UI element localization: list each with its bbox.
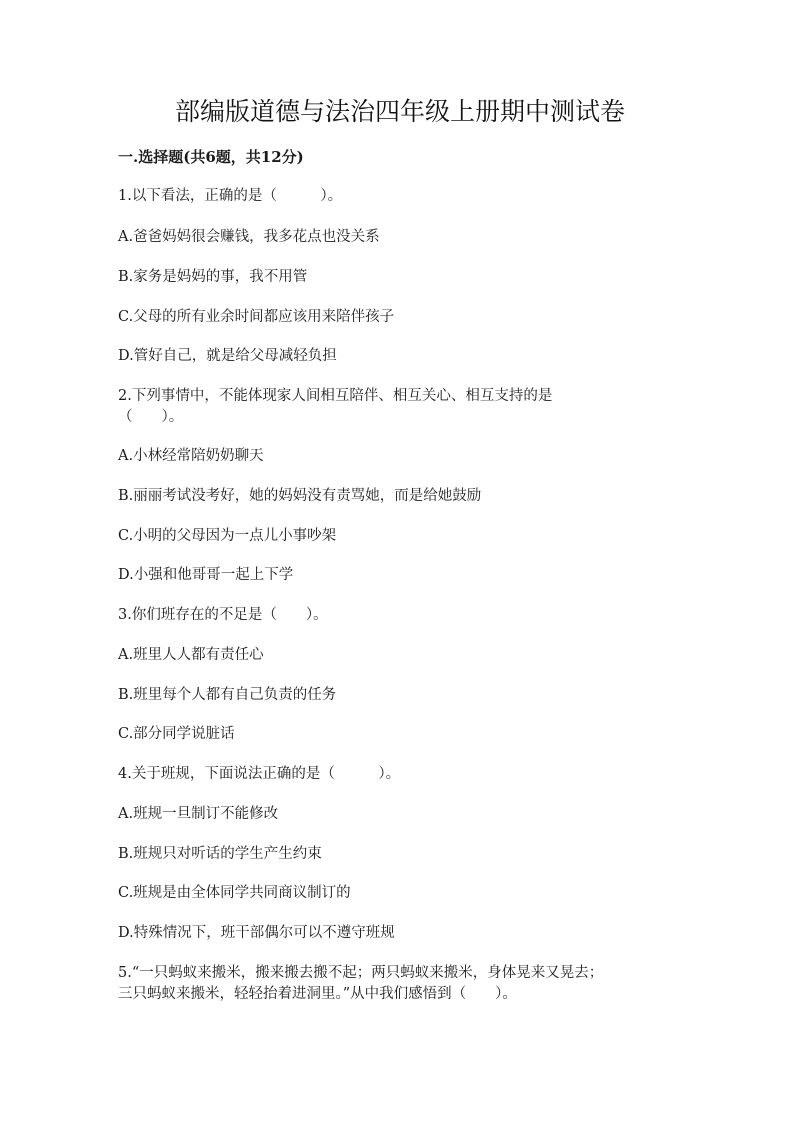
question-4-option-b: B.班规只对听话的学生产生约束 bbox=[118, 846, 322, 862]
question-2-stem-line2: （ ）。 bbox=[118, 409, 184, 425]
question-1-option-d: D.管好自己，就是给父母减轻负担 bbox=[118, 348, 337, 364]
question-3-stem: 3.你们班存在的不足是（ ）。 bbox=[118, 607, 328, 623]
question-2-option-d: D.小强和他哥哥一起上下学 bbox=[118, 567, 294, 583]
question-4-option-c: C.班规是由全体同学共同商议制订的 bbox=[118, 885, 351, 901]
section-heading: 一.选择题(共6题，共12分) bbox=[118, 148, 304, 166]
page-title: 部编版道德与法治四年级上册期中测试卷 bbox=[174, 97, 625, 126]
question-2-option-c: C.小明的父母因为一点儿小事吵架 bbox=[118, 528, 337, 544]
question-5-stem-line1: 5.“一只蚂蚁来搬米，搬来搬去搬不起；两只蚂蚁来搬米，身体晃来又晃去； bbox=[118, 965, 604, 981]
question-5-stem-line2: 三只蚂蚁来搬米，轻轻抬着进洞里。”从中我们感悟到（ ）。 bbox=[118, 986, 517, 1002]
question-1-option-b: B.家务是妈妈的事，我不用管 bbox=[118, 269, 308, 285]
question-4-stem: 4.关于班规，下面说法正确的是（ ）。 bbox=[118, 766, 401, 782]
question-3-option-c: C.部分同学说脏话 bbox=[118, 726, 235, 742]
question-4-option-a: A.班规一旦制订不能修改 bbox=[118, 806, 279, 822]
question-2-option-a: A.小林经常陪奶奶聊天 bbox=[118, 448, 264, 464]
question-1-stem: 1.以下看法，正确的是（ ）。 bbox=[118, 188, 343, 204]
question-2-option-b: B.丽丽考试没考好，她的妈妈没有责骂她，而是给她鼓励 bbox=[118, 488, 482, 504]
question-3-option-b: B.班里每个人都有自己负责的任务 bbox=[118, 687, 337, 703]
question-3-option-a: A.班里人人都有责任心 bbox=[118, 647, 264, 663]
question-1-option-a: A.爸爸妈妈很会赚钱，我多花点也没关系 bbox=[118, 229, 380, 245]
question-2-stem-line1: 2.下列事情中，不能体现家人间相互陪伴、相互关心、相互支持的是 bbox=[118, 388, 553, 404]
question-4-option-d: D.特殊情况下，班干部偶尔可以不遵守班规 bbox=[118, 925, 395, 941]
question-1-option-c: C.父母的所有业余时间都应该用来陪伴孩子 bbox=[118, 309, 395, 325]
